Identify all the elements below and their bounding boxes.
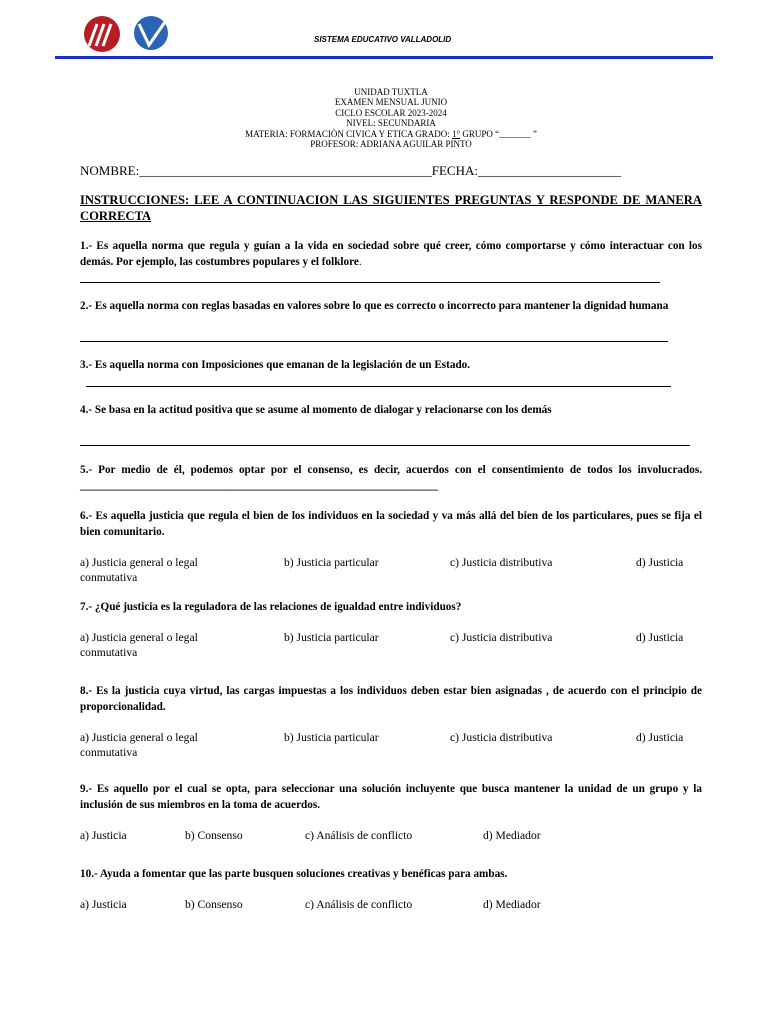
question-9 — [80, 782, 702, 813]
question-3-lead: 3.- Es aquella norma con — [80, 359, 202, 371]
school-year: CICLO ESCOLAR 2023-2024 — [335, 107, 447, 118]
question-10 — [80, 867, 702, 883]
question-3-body: Imposiciones que emanan de la legislación de un Estado. — [201, 359, 471, 371]
school-name: SISTEMA EDUCATIVO VALLADOLID — [314, 35, 452, 44]
option-a[interactable]: a) Justicia general o legal — [80, 731, 198, 744]
name-date-line: NOMBRE:_____________________________________________FECHA:______________________ — [80, 163, 621, 178]
option-b[interactable]: b) Justicia particular — [284, 556, 379, 569]
grade: 1° — [451, 128, 461, 139]
question-5-text: 5.- Por medio de él, podemos optar por el consenso, es decir, acuerdos con el consentimiento de todos los involucrados. ________________________________________________________________ — [80, 464, 702, 492]
answer-line — [86, 386, 671, 387]
question-1-lead: 1.- Es aquella norma — [80, 240, 188, 252]
subject-line — [80, 129, 702, 139]
option-a[interactable]: a) Justicia general o legal — [80, 631, 198, 644]
option-a[interactable]: a) Justicia — [80, 829, 127, 842]
level: NIVEL: SECUNDARIA — [346, 118, 436, 129]
question-1-end: . — [358, 255, 362, 268]
option-c[interactable]: c) Análisis de conflicto — [305, 829, 413, 842]
option-b[interactable]: b) Justicia particular — [284, 631, 379, 644]
option-d[interactable]: d) Justicia — [636, 556, 684, 569]
unit-name: UNIDAD TUXTLA — [354, 87, 428, 97]
question-2-body: reglas basadas en valores sobre lo que es correcto o incorrecto para mantener la dignidad humana — [201, 300, 669, 312]
option-d[interactable]: d) Mediador — [483, 829, 541, 842]
instructions: INSTRUCCIONES: LEE A CONTINUACION LAS SIGUIENTES PREGUNTAS Y RESPONDE DE MANERA CORRECTA — [80, 193, 702, 223]
option-a[interactable]: a) Justicia — [80, 898, 127, 911]
exam-info — [80, 87, 702, 149]
option-b[interactable]: b) Justicia particular — [284, 731, 379, 744]
option-d[interactable]: d) Justicia — [636, 731, 684, 744]
question-8 — [80, 684, 702, 715]
page-header — [0, 0, 768, 62]
question-6-text: 6.- Es aquella justicia que regula el bien de los individuos en la sociedad y va más allá del bien de los particulares, pues se fija el bien comunitario. — [80, 510, 702, 538]
teacher: PROFESOR: ADRIANA AGUILAR PINTO — [310, 139, 472, 150]
option-c[interactable]: c) Justicia distributiva — [450, 631, 553, 644]
subject: MATERIA: FORMACIÒN CIVICA Y ETICA GRADO: — [245, 128, 452, 139]
school-logo-icon — [80, 16, 172, 52]
question-1-body: que regula y guían a la vida en sociedad sobre qué creer, cómo comportarse y cómo interactuar con los demás. Por ejemplo, las costumbres populares y el folklore — [80, 240, 702, 268]
header-divider — [55, 56, 713, 59]
option-d-continued: conmutativa — [80, 571, 138, 584]
question-4 — [80, 403, 702, 419]
question-9-text: 9.- Es aquello por el cual se opta, para seleccionar una solución incluyente que busca mantener la unidad de un grupo y la inclusión de sus miembros en la toma de acuerdos. — [80, 783, 702, 811]
question-10-text: 10.- Ayuda a fomentar que las parte busquen soluciones creativas y benéficas para ambas. — [80, 868, 508, 880]
question-7 — [80, 600, 702, 616]
option-b[interactable]: b) Consenso — [185, 898, 243, 911]
option-d-continued: conmutativa — [80, 746, 138, 759]
answer-line — [80, 445, 690, 446]
question-4-text: 4.- Se basa en la actitud positiva que se asume al momento de dialogar y relacionarse con los demás — [80, 404, 552, 416]
question-2-lead: 2.- Es aquella norma con — [80, 300, 202, 312]
exam-name: EXAMEN MENSUAL JUNIO — [334, 97, 448, 108]
option-c[interactable]: c) Justicia distributiva — [450, 556, 553, 569]
option-d[interactable]: d) Mediador — [483, 898, 541, 911]
answer-line — [80, 341, 668, 342]
option-c[interactable]: c) Análisis de conflicto — [305, 898, 413, 911]
question-8-text: 8.- Es la justicia cuya virtud, las cargas impuestas a los individuos deben estar bien asignadas , de acuerdo con el principio de proporcionalidad. — [80, 685, 702, 713]
question-6 — [80, 509, 702, 540]
question-3 — [80, 358, 702, 374]
option-c[interactable]: c) Justicia distributiva — [450, 731, 553, 744]
option-d[interactable]: d) Justicia — [636, 631, 684, 644]
group: GRUPO “_______ ” — [460, 128, 537, 139]
option-d-continued: conmutativa — [80, 646, 138, 659]
question-2 — [80, 299, 702, 315]
question-7-text: 7.- ¿Qué justicia es la reguladora de las relaciones de igualdad entre individuos? — [80, 601, 462, 613]
question-1 — [80, 239, 702, 270]
option-b[interactable]: b) Consenso — [185, 829, 243, 842]
answer-line — [80, 282, 660, 283]
option-a[interactable]: a) Justicia general o legal — [80, 556, 198, 569]
question-5 — [80, 463, 702, 494]
